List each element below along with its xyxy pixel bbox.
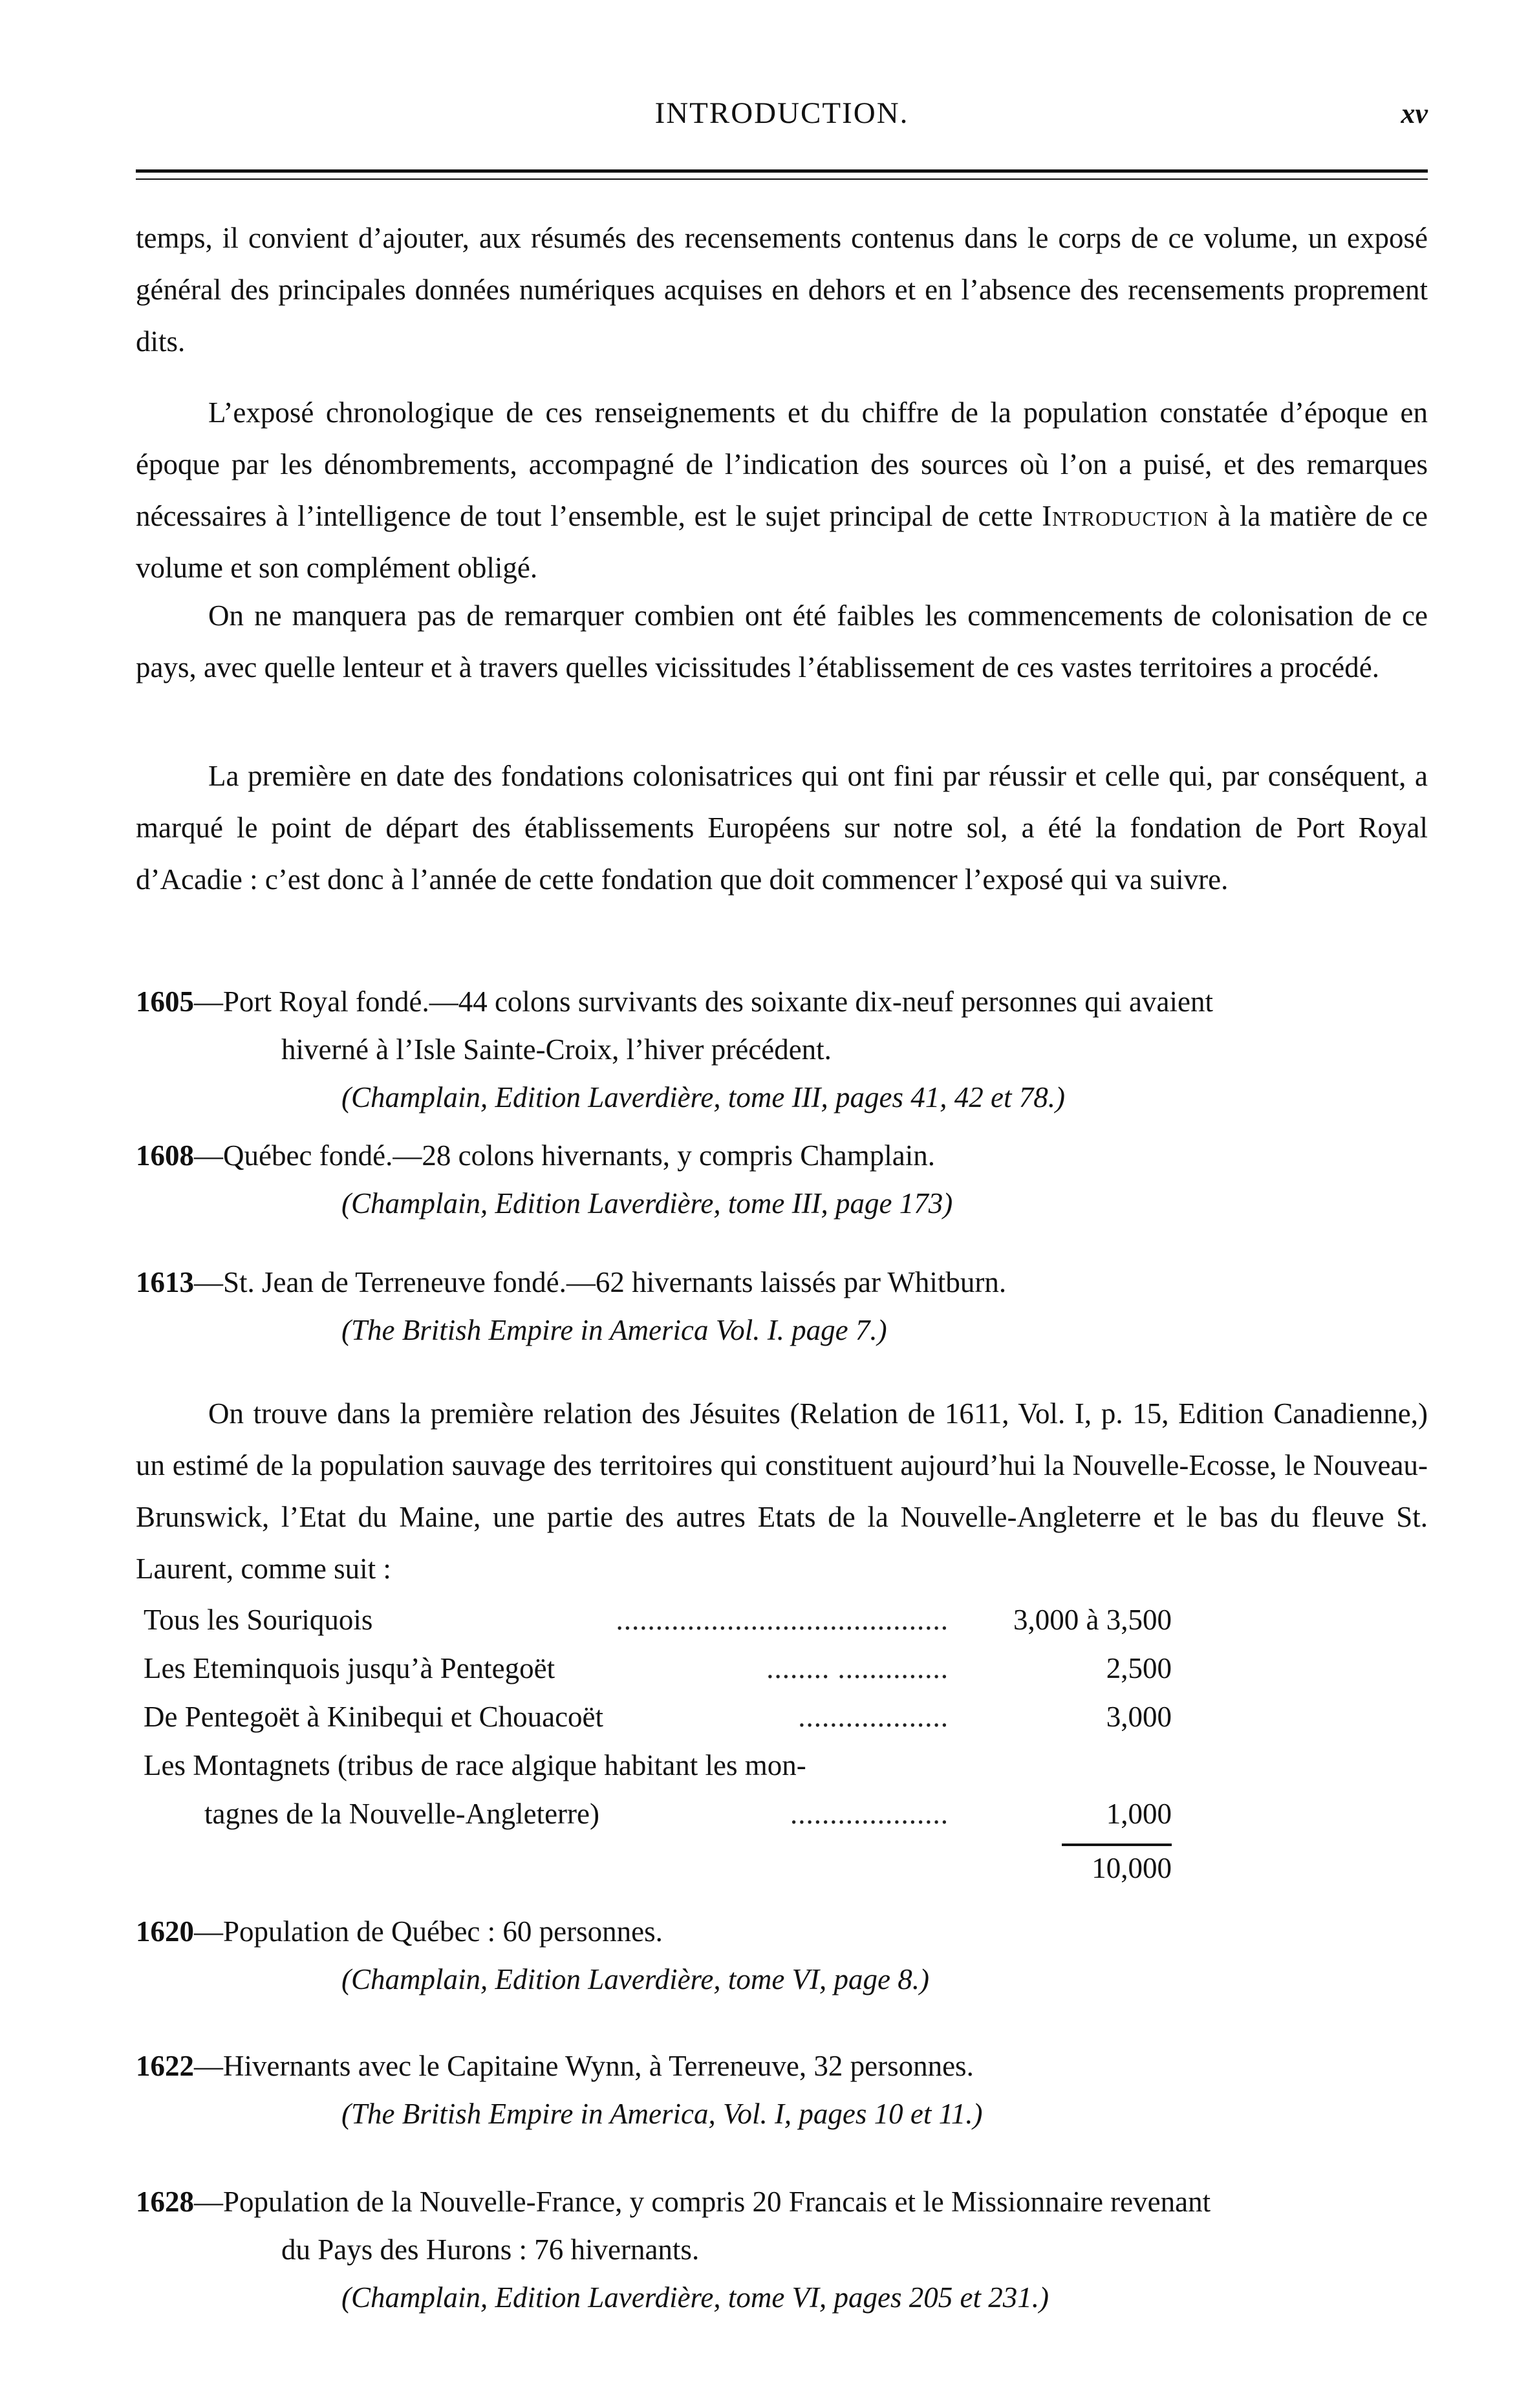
entry-year: 1620 [136, 1915, 194, 1948]
row-label: Les Montagnets (tribus de race algique habitant les mon- [144, 1749, 806, 1781]
leader-dots: .................... [790, 1798, 949, 1830]
paragraph-2 [136, 387, 1428, 594]
entry-1628 [136, 2178, 1428, 2321]
row-label: Tous les Souriquois [144, 1604, 373, 1636]
row-value: 1,000 [1106, 1798, 1172, 1830]
population-total: 10,000 [1092, 1852, 1172, 1884]
row-label: Les Eteminquois jusqu’à Pentegoët [144, 1652, 555, 1684]
entry-1608 [136, 1132, 1428, 1227]
entry-text: —St. Jean de Terreneuve fondé.—62 hivernants laissés par Whitburn. [194, 1266, 1007, 1298]
header-rule-thin [136, 178, 1428, 180]
leader-dots: ................... [798, 1701, 949, 1733]
paragraph-2-tail: à la matière de ce volume et son complément obligé. [136, 500, 1428, 584]
row-value: 3,000 [1106, 1701, 1172, 1733]
entry-source: (The British Empire in America, Vol. I, pages 10 et 11.) [341, 2098, 983, 2130]
population-row [144, 1596, 1172, 1644]
leader-dots: ........ .............. [766, 1652, 949, 1684]
row-value: 2,500 [1106, 1652, 1172, 1684]
paragraph-3: On ne manquera pas de remarquer combien ont été faibles les commencements de colonisation de ce pays, avec quelle lenteur et à travers quelles vicissitudes l’établissement de ces vastes territoires a procédé. [136, 599, 1428, 683]
entry-source: (Champlain, Edition Laverdière, tome VI, pages 205 et 231.) [341, 2281, 1049, 2314]
entry-text: —Population de Québec : 60 personnes. [194, 1915, 663, 1948]
paragraph-2-text: L’exposé chronologique de ces renseignements et du chiffre de la population constatée d’époque en époque par les dénombrements, accompagné de l’indication des sources où l’on a puisé, et des remarques nécessaires à l’intelligence de tout l’ensemble, est le sujet principal de cette [136, 396, 1428, 532]
entry-continuation: du Pays des Hurons : 76 hivernants. [281, 2233, 700, 2266]
entry-head [136, 978, 1428, 1026]
entry-head [136, 2042, 1428, 2090]
row-label: De Pentegoët à Kinibequi et Chouacoët [144, 1701, 604, 1733]
entry-text: —Population de la Nouvelle-France, y compris 20 Francais et le Missionnaire revenant [194, 2186, 1211, 2218]
header-rule [136, 169, 1428, 173]
leader-dots: .......................................... [616, 1604, 949, 1636]
entry-source: (Champlain, Edition Laverdière, tome VI, page 8.) [341, 1963, 930, 1995]
entry-1622 [136, 2042, 1428, 2138]
row-value: 3,000 à 3,500 [1013, 1604, 1172, 1636]
page-title: INTRODUCTION. [654, 96, 909, 130]
entry-text: —Port Royal fondé.—44 colons survivants des soixante dix-neuf personnes qui avaient [194, 985, 1213, 1018]
entry-source: (The British Empire in America Vol. I. page 7.) [341, 1314, 887, 1346]
population-row [144, 1741, 1172, 1838]
entry-continuation: hiverné à l’Isle Sainte-Croix, l’hiver précédent. [281, 1033, 832, 1066]
entry-source: (Champlain, Edition Laverdière, tome III, page 173) [341, 1187, 953, 1220]
entry-head [136, 1908, 1428, 1955]
entry-text: —Québec fondé.—28 colons hivernants, y compris Champlain. [194, 1139, 936, 1172]
entry-year: 1608 [136, 1139, 194, 1172]
entry-source: (Champlain, Edition Laverdière, tome III, pages 41, 42 et 78.) [341, 1081, 1065, 1113]
paragraph-2-smallcaps: Introduction [1042, 500, 1209, 532]
paragraph-4: La première en date des fondations colonisatrices qui ont fini par réussir et celle qui, par conséquent, a marqué le point de départ des établissements Européens sur notre sol, a été la fondation de Port Royal d’Acadie : c’est donc à l’année de cette fondation que doit commencer l’exposé qui va suivre. [136, 760, 1428, 896]
entry-1620 [136, 1908, 1428, 2003]
population-row [144, 1644, 1172, 1693]
population-table [144, 1596, 1172, 1890]
entry-year: 1628 [136, 2186, 194, 2218]
entry-text: —Hivernants avec le Capitaine Wynn, à Terreneuve, 32 personnes. [194, 2050, 974, 2082]
population-row [144, 1693, 1172, 1741]
total-row [144, 1838, 1172, 1890]
entry-1613 [136, 1258, 1428, 1354]
paragraph-1: temps, il convient d’ajouter, aux résumés des recensements contenus dans le corps de ce volume, un exposé général des principales données numériques acquises en dehors et en l’absence des recensements proprement dits. [136, 222, 1428, 358]
entry-year: 1605 [136, 985, 194, 1018]
sum-rule [1062, 1844, 1172, 1846]
entry-1605 [136, 978, 1428, 1121]
jesuits-paragraph: On trouve dans la première relation des Jésuites (Relation de 1611, Vol. I, p. 15, Edition Canadienne,) un estimé de la population sauvage des territoires qui constituent aujourd’hui la Nouvelle-Ecosse, le Nouveau-Brunswick, l’Etat du Maine, une partie des autres Etats de la Nouvelle-Angleterre et le bas du fleuve St. Laurent, comme suit : [136, 1397, 1428, 1585]
entry-year: 1613 [136, 1266, 194, 1298]
page-number: xv [1401, 98, 1428, 129]
entry-year: 1622 [136, 2050, 194, 2082]
running-head [136, 96, 1428, 134]
entry-head [136, 2178, 1428, 2226]
row-label-continuation: tagnes de la Nouvelle-Angleterre) [204, 1798, 599, 1830]
entry-head [136, 1132, 1428, 1179]
entry-head [136, 1258, 1428, 1306]
